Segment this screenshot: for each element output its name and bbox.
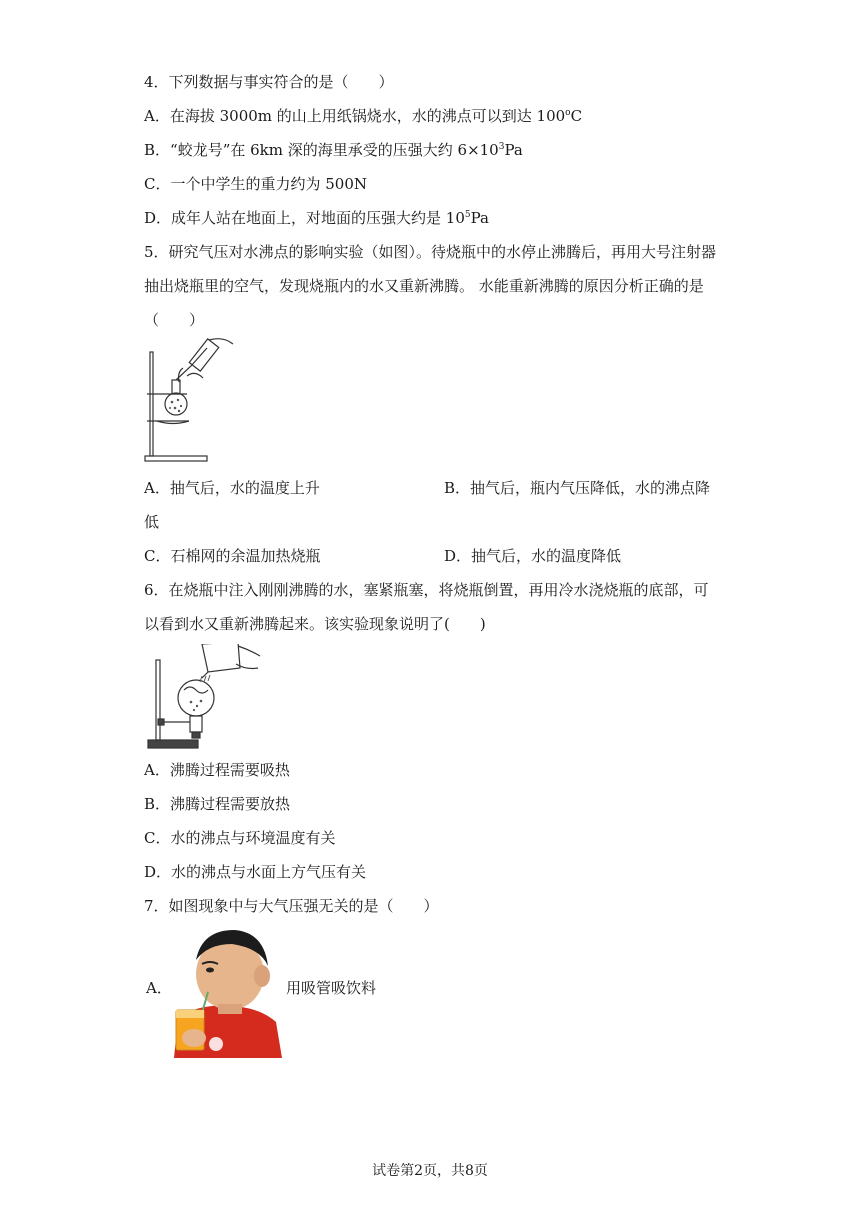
- q7-option-a-letter: A．: [146, 979, 172, 997]
- q6-stem-line2: 以看到水又重新沸腾起来。该实验现象说明了( ): [144, 615, 486, 633]
- q5-option-c: C．石棉网的余温加热烧瓶: [144, 547, 321, 565]
- q5-stem-line2: 抽出烧瓶里的空气，发现烧瓶内的水又重新沸腾。 水能重新沸腾的原因分析正确的是: [144, 277, 704, 295]
- q5-stem-line3: （ ）: [144, 311, 205, 329]
- q5-stem-line1: 5．研究气压对水沸点的影响实验（如图）。待烧瓶中的水停止沸腾后，再用大号注射器: [144, 243, 717, 261]
- q6-apparatus-figure: [146, 644, 264, 750]
- q6-option-b: B．沸腾过程需要放热: [144, 795, 291, 813]
- q4-option-d: D．成年人站在地面上，对地面的压强大约是 $10^5Pa$: [144, 209, 489, 227]
- q7-stem: 7．如图现象中与大气压强无关的是（ ）: [144, 897, 439, 915]
- q5-apparatus-figure: [143, 338, 239, 464]
- q5-option-b-line1: B．抽气后，瓶内气压降低，水的沸点降: [444, 479, 711, 497]
- page-footer: 试卷第2页，共8页: [372, 1163, 488, 1179]
- q5-option-b-line2: 低: [144, 513, 160, 531]
- q4-option-a: A．在海拔 3000m 的山上用纸锅烧水，水的沸点可以到达 100$^o$C: [144, 107, 583, 125]
- q4-option-c: C．一个中学生的重力约为 500N: [144, 175, 368, 193]
- q6-option-a: A．沸腾过程需要吸热: [144, 761, 290, 779]
- q6-stem-line1: 6．在烧瓶中注入刚刚沸腾的水，塞紧瓶塞，将烧瓶倒置，再用冷水浇烧瓶的底部，可: [144, 581, 709, 599]
- q4-stem: 4．下列数据与事实符合的是（ ）: [144, 73, 394, 91]
- q7-option-a-photo: [168, 926, 284, 1058]
- q6-option-c: C．水的沸点与环境温度有关: [144, 829, 336, 847]
- q6-option-d: D．水的沸点与水面上方气压有关: [144, 863, 367, 881]
- q5-option-d: D．抽气后，水的温度降低: [444, 547, 622, 565]
- q5-option-a: A．抽气后，水的温度上升: [144, 479, 320, 497]
- q7-option-a-text: 用吸管吸饮料: [286, 979, 377, 997]
- q4-option-b: B．“蛟龙号”在 6km 深的海里承受的压强大约 $6\times 10^3Pa$: [144, 141, 523, 159]
